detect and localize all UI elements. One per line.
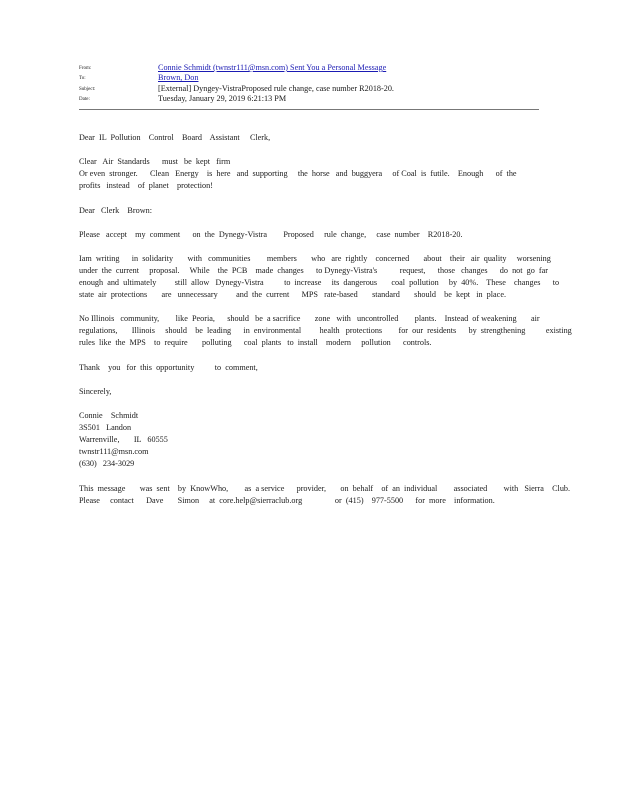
paragraph-2: Please accept my comment on the Dynegy-Vistra Proposed rule change, case number R2018-20. [79, 230, 463, 239]
from-link[interactable]: Connie Schmidt (twnstr111@msn.com) Sent You a Personal Message [158, 63, 387, 72]
paragraph-4-line-1: No Illinois community, like Peoria, should be a sacrifice zone with uncontrolled plants. Instead of weakening air [79, 314, 540, 323]
subject-row [79, 84, 539, 94]
paragraph-4-line-2: regulations, Illinois should be leading in environmental health protections for our residents by strengthening existing [79, 326, 572, 335]
to-link[interactable]: Brown, Don [158, 73, 199, 82]
date-row [79, 94, 539, 104]
signature-email: twnstr111@msn.com [79, 447, 149, 456]
footer-line-2: Please contact Dave Simon at core.help@sierraclub.org or (415) 977-5500 for more information. [79, 496, 495, 505]
to-label: To: [79, 76, 86, 81]
closing: Sincerely, [79, 387, 112, 396]
from-row [79, 63, 539, 73]
paragraph-1-line-3: profits instead of planet protection! [79, 181, 213, 190]
paragraph-4-line-3: rules like the MPS to require polluting coal plants to install modern pollution controls. [79, 338, 432, 347]
subject-label: Subject: [79, 87, 96, 92]
from-label: From: [79, 66, 92, 71]
paragraph-3-line-3: enough and ultimately still allow Dynegy-Vistra to increase its dangerous coal pollution by 40%. These changes to [79, 278, 560, 287]
signature-phone: (630) 234-3029 [79, 459, 135, 468]
date-label: Date: [79, 97, 90, 102]
subject-value: [External] Dyngey-VistraProposed rule change, case number R2018-20. [158, 84, 394, 93]
signature-name: Connie Schmidt [79, 411, 139, 420]
signature-address-2: Warrenville, IL 60555 [79, 435, 168, 444]
paragraph-1-line-2: Or even stronger. Clean Energy is here and supporting the horse and buggyera of Coal is futile. Enough of the [79, 169, 517, 178]
footer-line-1: This message was sent by KnowWho, as a service provider, on behalf of an individual associated with Sierra Club. [79, 484, 571, 493]
greeting-2: Dear Clerk Brown: [79, 206, 152, 215]
paragraph-5: Thank you for this opportunity to comment, [79, 363, 258, 372]
date-value: Tuesday, January 29, 2019 6:21:13 PM [158, 94, 287, 103]
greeting: Dear IL Pollution Control Board Assistant Clerk, [79, 133, 271, 142]
paragraph-3-line-4: state air protections are unnecessary and the current MPS rate-based standard should be kept in place. [79, 290, 506, 299]
paragraph-3-line-1: Iam writing in solidarity with communities members who are rightly concerned about their air quality worsening [79, 254, 551, 263]
paragraph-3-line-2: under the current proposal. While the PCB made changes to Dynegy-Vistra's request, those changes do not go far [79, 266, 549, 275]
paragraph-1-line-1: Clear Air Standards must be kept firm [79, 157, 231, 166]
header-divider [79, 109, 539, 110]
to-row [79, 73, 539, 83]
signature-address-1: 3S501 Landon [79, 423, 132, 432]
